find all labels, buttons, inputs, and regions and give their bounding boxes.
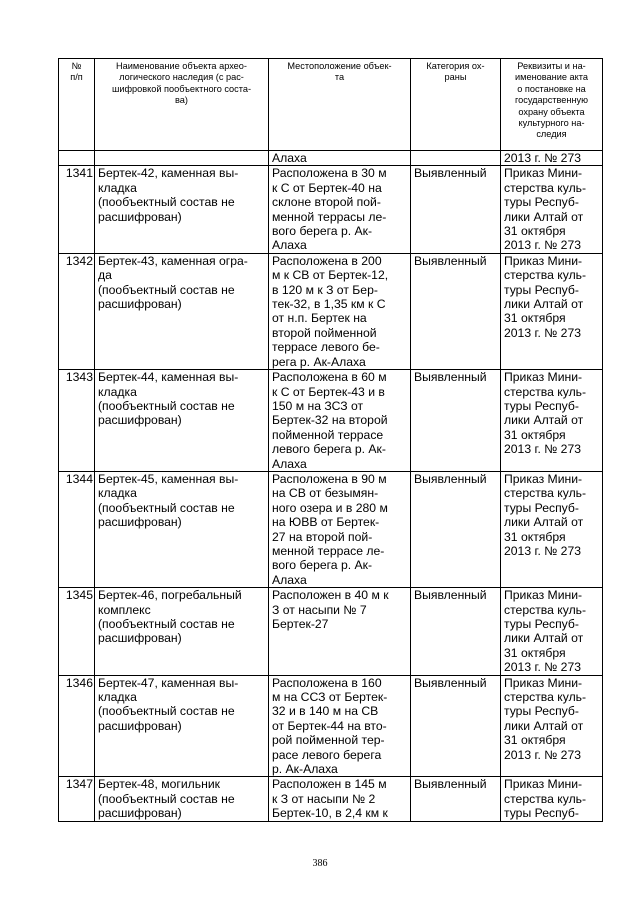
row-name: Бертек-47, каменная вы- кладка (пообъектный состав не расшифрован)	[95, 675, 269, 777]
row-location: Расположена в 90 м на СВ от безымян- ного озера и в 280 м на ЮВВ от Бертек- 27 на второй пой- менной террасе ле- вого берега р. Ак- Алаха	[269, 471, 411, 587]
row-num: 1345	[59, 588, 95, 675]
row-category: Выявленный	[411, 471, 501, 587]
cont-requisites: 2013 г. № 273	[501, 151, 603, 166]
header-name: Наименование объекта архео- логического наследия (с рас- шифровкой пообъектного соста- ва)	[95, 59, 269, 151]
row-requisites: Приказ Мини- стерства куль- туры Респуб- лики Алтай от 31 октября 2013 г. № 273	[501, 588, 603, 675]
header-num: № п/п	[59, 59, 95, 151]
table-row	[59, 471, 603, 587]
header-category: Категория ох- раны	[411, 59, 501, 151]
row-requisites: Приказ Мини- стерства куль- туры Респуб- лики Алтай от 31 октября 2013 г. № 273	[501, 253, 603, 369]
row-name: Бертек-44, каменная вы- кладка (пообъектный состав не расшифрован)	[95, 370, 269, 472]
row-location: Расположен в 145 м к З от насыпи № 2 Бертек-10, в 2,4 км к	[269, 777, 411, 821]
page-number: 386	[312, 858, 328, 869]
row-category: Выявленный	[411, 253, 501, 369]
row-requisites: Приказ Мини- стерства куль- туры Респуб- лики Алтай от 31 октября 2013 г. № 273	[501, 675, 603, 777]
row-category: Выявленный	[411, 370, 501, 472]
row-location: Расположена в 30 м к С от Бертек-40 на склоне второй пой- менной террасы ле- вого берега р. Ак- Алаха	[269, 166, 411, 253]
row-name: Бертек-46, погребальный комплекс (пообъектный состав не расшифрован)	[95, 588, 269, 675]
row-num: 1342	[59, 253, 95, 369]
row-num: 1341	[59, 166, 95, 253]
row-num: 1347	[59, 777, 95, 821]
row-location: Расположена в 200 м к СВ от Бертек-12, в 120 м к З от Бер- тек-32, в 1,35 км к С от н.п. Бертек на второй пойменной террасе левого бе- рега р. Ак-Алаха	[269, 253, 411, 369]
table-row	[59, 370, 603, 472]
row-requisites: Приказ Мини- стерства куль- туры Респуб- лики Алтай от 31 октября 2013 г. № 273	[501, 166, 603, 253]
row-category: Выявленный	[411, 166, 501, 253]
row-requisites: Приказ Мини- стерства куль- туры Респуб-	[501, 777, 603, 821]
table-row	[59, 777, 603, 821]
table-row	[59, 253, 603, 369]
row-name: Бертек-48, могильник (пообъектный состав не расшифрован)	[95, 777, 269, 821]
cont-num	[59, 151, 95, 166]
table-row	[59, 588, 603, 675]
row-num: 1344	[59, 471, 95, 587]
cont-category	[411, 151, 501, 166]
row-category: Выявленный	[411, 675, 501, 777]
continuation-row	[59, 151, 603, 166]
row-name: Бертек-42, каменная вы- кладка (пообъектный состав не расшифрован)	[95, 166, 269, 253]
row-num: 1343	[59, 370, 95, 472]
cont-location: Алаха	[269, 151, 411, 166]
row-name: Бертек-43, каменная огра- да (пообъектный состав не расшифрован)	[95, 253, 269, 369]
row-requisites: Приказ Мини- стерства куль- туры Респуб- лики Алтай от 31 октября 2013 г. № 273	[501, 471, 603, 587]
row-category: Выявленный	[411, 588, 501, 675]
row-num: 1346	[59, 675, 95, 777]
header-location: Местоположение объек- та	[269, 59, 411, 151]
cont-name	[95, 151, 269, 166]
row-name: Бертек-45, каменная вы- кладка (пообъектный состав не расшифрован)	[95, 471, 269, 587]
table-row	[59, 675, 603, 777]
row-location: Расположен в 40 м к З от насыпи № 7 Бертек-27	[269, 588, 411, 675]
row-category: Выявленный	[411, 777, 501, 821]
row-requisites: Приказ Мини- стерства куль- туры Респуб- лики Алтай от 31 октября 2013 г. № 273	[501, 370, 603, 472]
table-header-row	[59, 59, 603, 151]
table-row	[59, 166, 603, 253]
header-requisites: Реквизиты и на- именование акта о постановке на государственную охрану объекта культурного на- следия	[501, 59, 603, 151]
row-location: Расположена в 160 м на ССЗ от Бертек- 32 и в 140 м на СВ от Бертек-44 на вто- рой пойменной тер- расе левого берега р. Ак-Алаха	[269, 675, 411, 777]
heritage-register-table	[58, 58, 603, 822]
row-location: Расположена в 60 м к С от Бертек-43 и в 150 м на ЗСЗ от Бертек-32 на второй пойменной террасе левого берега р. Ак- Алаха	[269, 370, 411, 472]
